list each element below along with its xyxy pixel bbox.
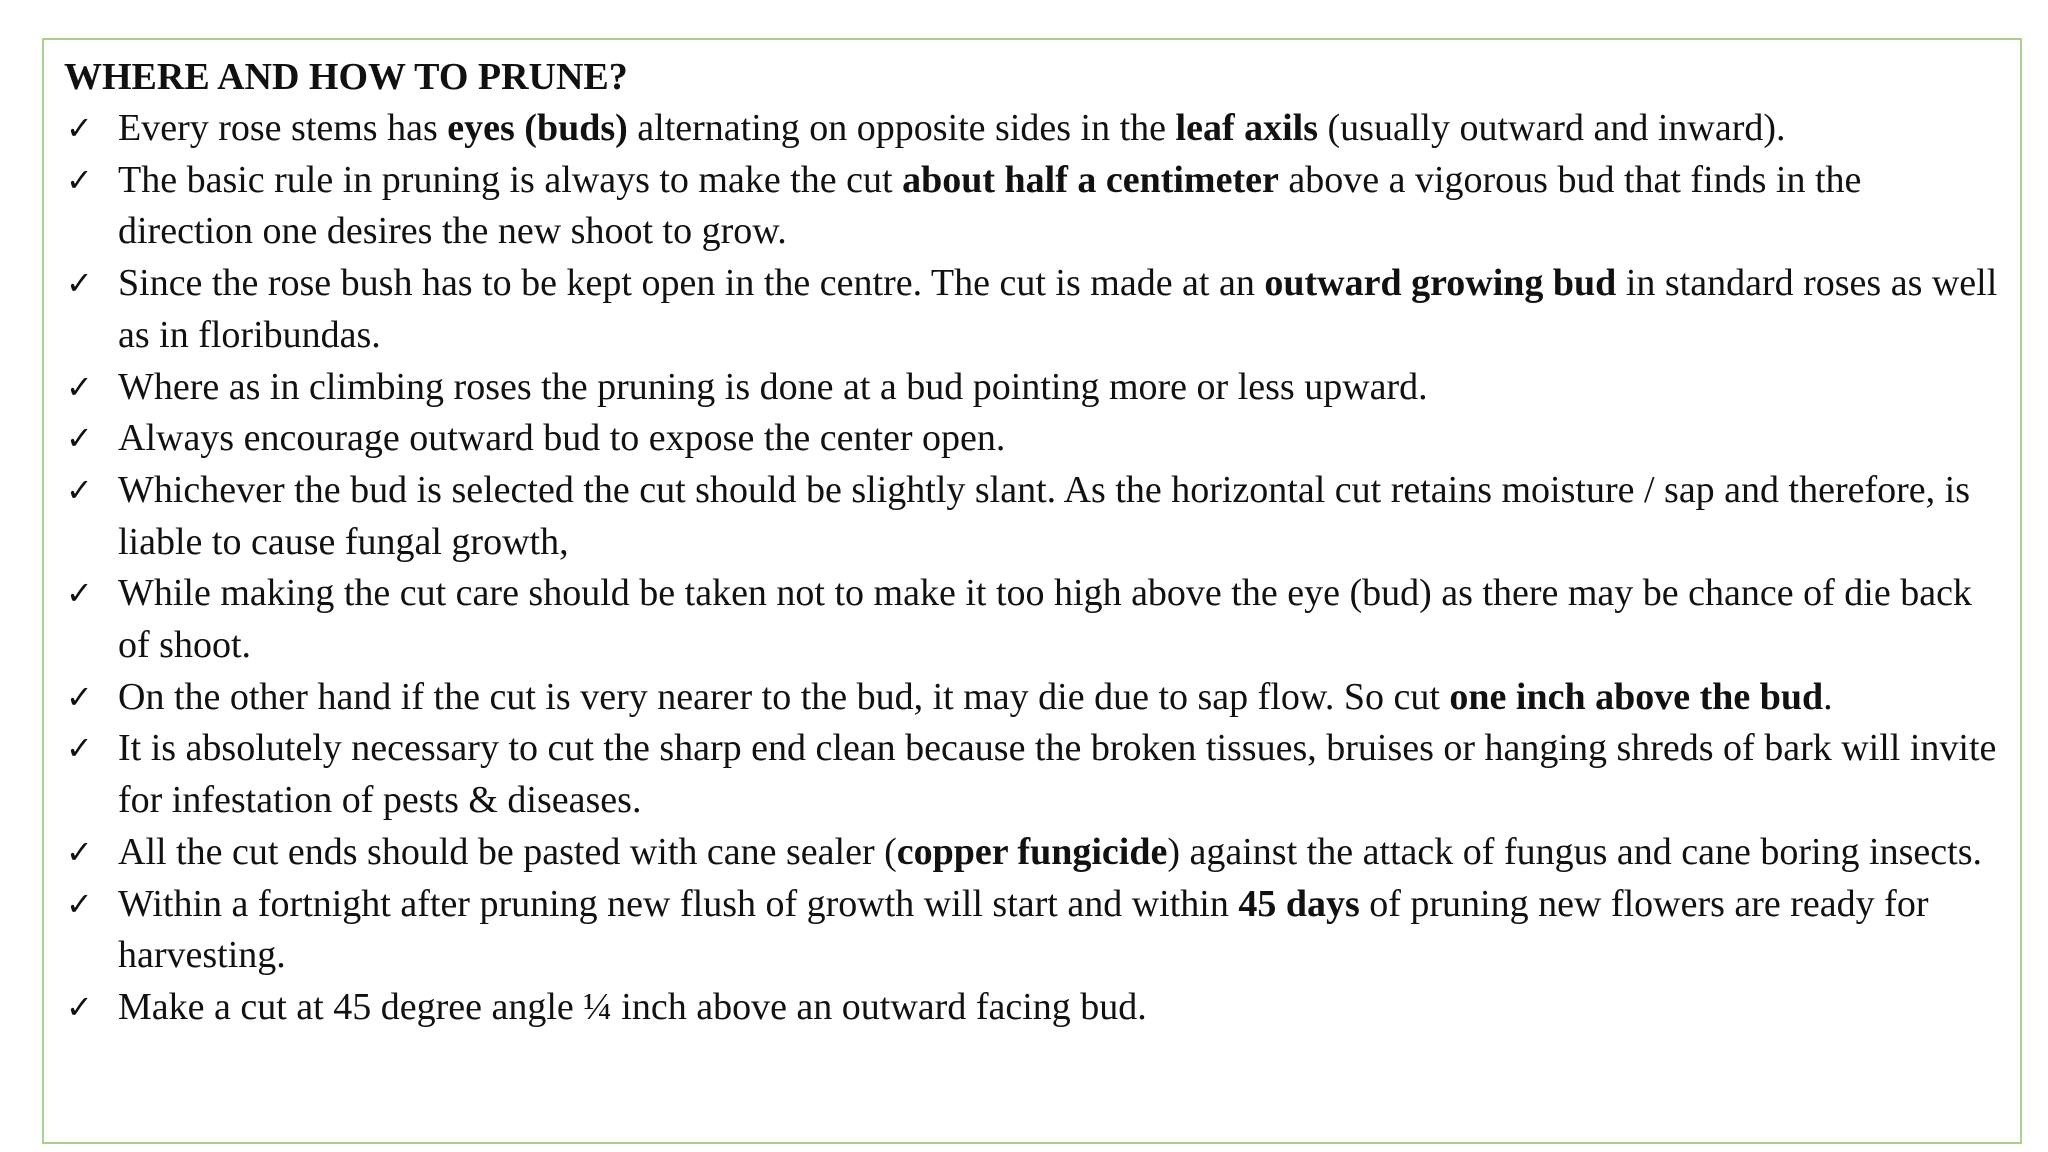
checkmark-icon: ✓: [66, 729, 93, 768]
checkmark-icon: ✓: [66, 574, 93, 613]
list-item-text: [118, 672, 2004, 724]
list-item: [62, 155, 2004, 258]
checkmark-icon: ✓: [66, 264, 93, 303]
text-run: alternating on opposite sides in the: [627, 107, 1176, 149]
bold-text-run: 45 days: [1238, 882, 1360, 925]
text-run: in standard roses as well as in floribundas.: [118, 262, 1998, 356]
bold-text-run: eyes (buds): [447, 107, 628, 149]
list-item: [62, 103, 2004, 155]
list-item: [62, 413, 2004, 465]
list-item-text: [118, 879, 2004, 982]
list-item: [62, 982, 2004, 1034]
checkmark-icon: ✓: [66, 419, 93, 458]
list-item: [62, 723, 2004, 826]
text-run: ) against the attack of fungus and cane boring insects.: [1167, 830, 1982, 873]
bold-text-run: copper fungicide: [896, 830, 1168, 873]
checkmark-icon: ✓: [66, 160, 93, 199]
list-item: [62, 827, 2004, 879]
checkmark-icon: ✓: [66, 987, 93, 1026]
list-item: [62, 568, 2004, 671]
list-item-text: [118, 413, 2004, 465]
list-item: [62, 362, 2004, 414]
checkmark-icon: ✓: [66, 884, 93, 923]
list-item-text: [118, 258, 2004, 361]
pruning-guide-box: [42, 38, 2022, 1144]
pruning-points-list: [62, 103, 2004, 1034]
text-run: Since the rose bush has to be kept open in the centre. The cut is made at an: [118, 262, 1265, 305]
bold-text-run: outward growing bud: [1264, 262, 1617, 305]
text-run: of pruning new flowers are ready for harvesting.: [118, 882, 1929, 977]
checkmark-icon: ✓: [66, 367, 93, 406]
text-run: .: [1823, 675, 1833, 718]
text-run: Whichever the bud is selected the cut should be slightly slant. As the horizontal cut retains moisture / sap and therefore, is liable to cause fungal growth,: [118, 468, 1971, 563]
list-item-text: [118, 723, 2004, 826]
checkmark-icon: ✓: [66, 677, 93, 716]
text-run: (usually outward and inward).: [1318, 107, 1786, 149]
bold-text-run: about half a centimeter: [902, 158, 1279, 201]
bold-text-run: leaf axils: [1175, 107, 1319, 149]
list-item-text: [118, 155, 2004, 258]
text-run: Every rose stems has: [118, 107, 448, 149]
bold-text-run: one inch above the bud: [1449, 675, 1824, 718]
list-item-text: [118, 982, 2004, 1034]
list-item-text: [118, 827, 2004, 879]
text-run: It is absolutely necessary to cut the sharp end clean because the broken tissues, bruises or hanging shreds of bark will invite for infestation of pests & diseases.: [118, 727, 1997, 822]
list-item-text: [118, 465, 2004, 568]
text-run: Always encourage outward bud to expose the center open.: [118, 417, 1006, 460]
text-run: Within a fortnight after pruning new flush of growth will start and within: [118, 882, 1239, 925]
list-item-text: [118, 568, 2004, 671]
list-item: [62, 258, 2004, 361]
checkmark-icon: ✓: [66, 470, 93, 509]
list-item-text: [118, 103, 2004, 155]
text-run: All the cut ends should be pasted with cane sealer (: [118, 830, 897, 873]
text-run: While making the cut care should be taken not to make it too high above the eye (bud) as there may be chance of die back of shoot.: [118, 572, 1972, 667]
list-item: [62, 465, 2004, 568]
checkmark-icon: ✓: [66, 832, 93, 871]
text-run: On the other hand if the cut is very nearer to the bud, it may die due to sap flow. So cut: [118, 675, 1450, 718]
checkmark-icon: ✓: [66, 109, 93, 147]
text-run: Where as in climbing roses the pruning is done at a bud pointing more or less upward.: [118, 365, 1428, 408]
page-title: WHERE AND HOW TO PRUNE?: [64, 56, 628, 98]
text-run: Make a cut at 45 degree angle ¼ inch above an outward facing bud.: [118, 985, 1147, 1028]
text-run: above a vigorous bud that finds in the direction one desires the new shoot to grow.: [118, 158, 1862, 253]
list-item-text: [118, 362, 2004, 414]
text-run: The basic rule in pruning is always to make the cut: [118, 158, 903, 201]
list-item: [62, 879, 2004, 982]
list-item: [62, 672, 2004, 724]
